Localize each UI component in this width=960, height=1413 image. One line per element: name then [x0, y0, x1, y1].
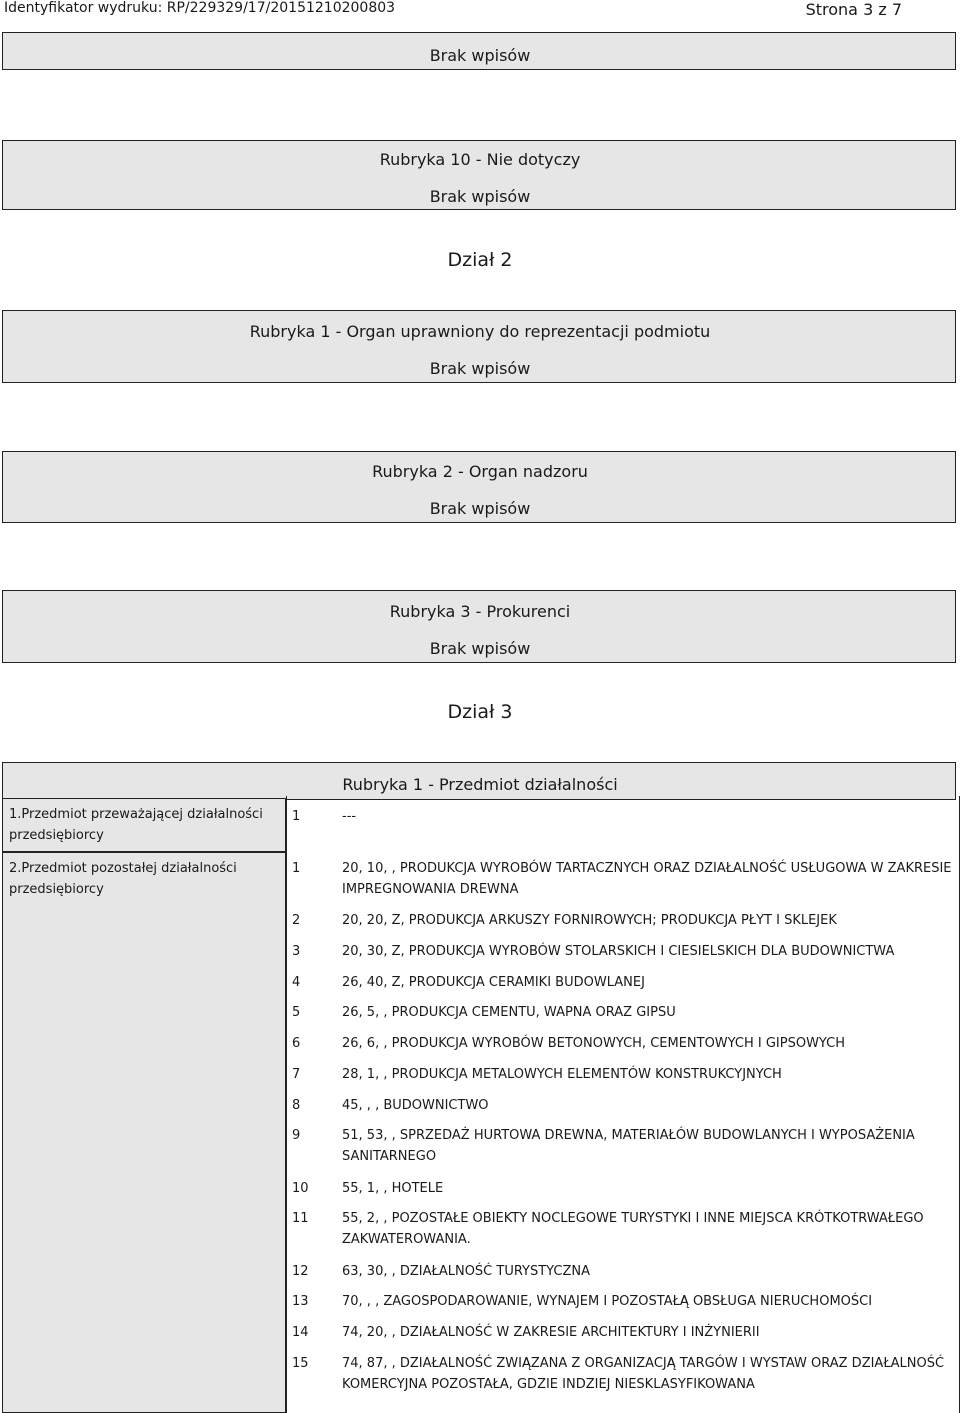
row-text: --- — [342, 809, 357, 824]
row-text: 51, 53, , SPRZEDAŻ HURTOWA DREWNA, MATERIAŁÓW BUDOWLANYCH I WYPOSAŻENIA SANITARNEGO — [342, 1128, 915, 1164]
row-number: 11 — [292, 1211, 309, 1226]
row-number: 10 — [292, 1181, 309, 1196]
row-text: 20, 20, Z, PRODUKCJA ARKUSZY FORNIROWYCH; PRODUKCJA PŁYT I SKLEJEK — [342, 913, 837, 928]
other-activity-label: 2.Przedmiot pozostałej działalności przedsiębiorcy — [2, 852, 286, 1413]
row-text: 26, 5, , PRODUKCJA CEMENTU, WAPNA ORAZ GIPSU — [342, 1005, 676, 1020]
row-text: 55, 1, , HOTELE — [342, 1181, 444, 1196]
row-text: 63, 30, , DZIAŁALNOŚĆ TURYSTYCZNA — [342, 1264, 591, 1279]
row-text: 74, 87, , DZIAŁALNOŚĆ ZWIĄZANA Z ORGANIZACJĄ TARGÓW I WYSTAW ORAZ DZIAŁALNOŚĆ KOMERCYJNA POZOSTAŁA, GDZIE INDZIEJ NIESKLASYFIKOWANA — [342, 1356, 945, 1392]
no-entries-text-4: Brak wpisów — [429, 499, 531, 518]
d2-rubryka2-title: Rubryka 2 - Organ nadzoru — [372, 462, 588, 481]
print-identifier: Identyfikator wydruku: RP/229329/17/20151210200803 — [4, 0, 396, 16]
no-entries-text-2: Brak wpisów — [429, 187, 531, 206]
row-text: 26, 6, , PRODUKCJA WYROBÓW BETONOWYCH, CEMENTOWYCH I GIPSOWYCH — [342, 1036, 846, 1051]
row-text: 20, 10, , PRODUKCJA WYROBÓW TARTACZNYCH ORAZ DZIAŁALNOŚĆ USŁUGOWA W ZAKRESIE IMPREGNOWANIA DREWNA — [342, 861, 952, 897]
row-text: 20, 30, Z, PRODUKCJA WYROBÓW STOLARSKICH I CIESIELSKICH DLA BUDOWNICTWA — [342, 944, 895, 959]
main-activity-label: 1.Przedmiot przeważającej działalności przedsiębiorcy — [2, 798, 286, 852]
row-text: 55, 2, , POZOSTAŁE OBIEKTY NOCLEGOWE TURYSTYKI I INNE MIEJSCA KRÓTKOTRWAŁEGO ZAKWATEROWANIA. — [342, 1211, 924, 1247]
row-number: 5 — [292, 1005, 301, 1020]
row-text: 70, , , ZAGOSPODAROWANIE, WYNAJEM I POZOSTAŁĄ OBSŁUGA NIERUCHOMOŚCI — [342, 1294, 873, 1309]
row-text: 28, 1, , PRODUKCJA METALOWYCH ELEMENTÓW KONSTRUKCYJNYCH — [342, 1067, 782, 1082]
d3-rubryka1-title: Rubryka 1 - Przedmiot działalności — [342, 775, 618, 794]
page-number: Strona 3 z 7 — [805, 0, 902, 19]
row-number: 3 — [292, 944, 301, 959]
no-entries-text-5: Brak wpisów — [429, 639, 531, 658]
row-number: 1 — [292, 809, 301, 824]
row-number: 13 — [292, 1294, 309, 1309]
dzial2-heading: Dział 2 — [447, 249, 513, 271]
row-number: 14 — [292, 1325, 309, 1340]
row-number: 8 — [292, 1098, 301, 1113]
no-entries-text-1: Brak wpisów — [429, 46, 531, 65]
rubryka10-title: Rubryka 10 - Nie dotyczy — [379, 150, 581, 169]
d2-rubryka3-title: Rubryka 3 - Prokurenci — [389, 602, 571, 621]
row-number: 9 — [292, 1128, 301, 1143]
row-number: 4 — [292, 975, 301, 990]
no-entries-text-3: Brak wpisów — [429, 359, 531, 378]
row-text: 26, 40, Z, PRODUKCJA CERAMIKI BUDOWLANEJ — [342, 975, 645, 990]
row-number: 12 — [292, 1264, 309, 1279]
row-number: 1 — [292, 861, 301, 876]
row-text: 45, , , BUDOWNICTWO — [342, 1098, 489, 1113]
row-number: 6 — [292, 1036, 301, 1051]
row-number: 15 — [292, 1356, 309, 1371]
row-number: 7 — [292, 1067, 301, 1082]
row-text: 74, 20, , DZIAŁALNOŚĆ W ZAKRESIE ARCHITEKTURY I INŻYNIERII — [342, 1325, 760, 1340]
d2-rubryka1-title: Rubryka 1 - Organ uprawniony do reprezentacji podmiotu — [249, 322, 711, 341]
dzial3-heading: Dział 3 — [447, 701, 513, 723]
row-number: 2 — [292, 913, 301, 928]
